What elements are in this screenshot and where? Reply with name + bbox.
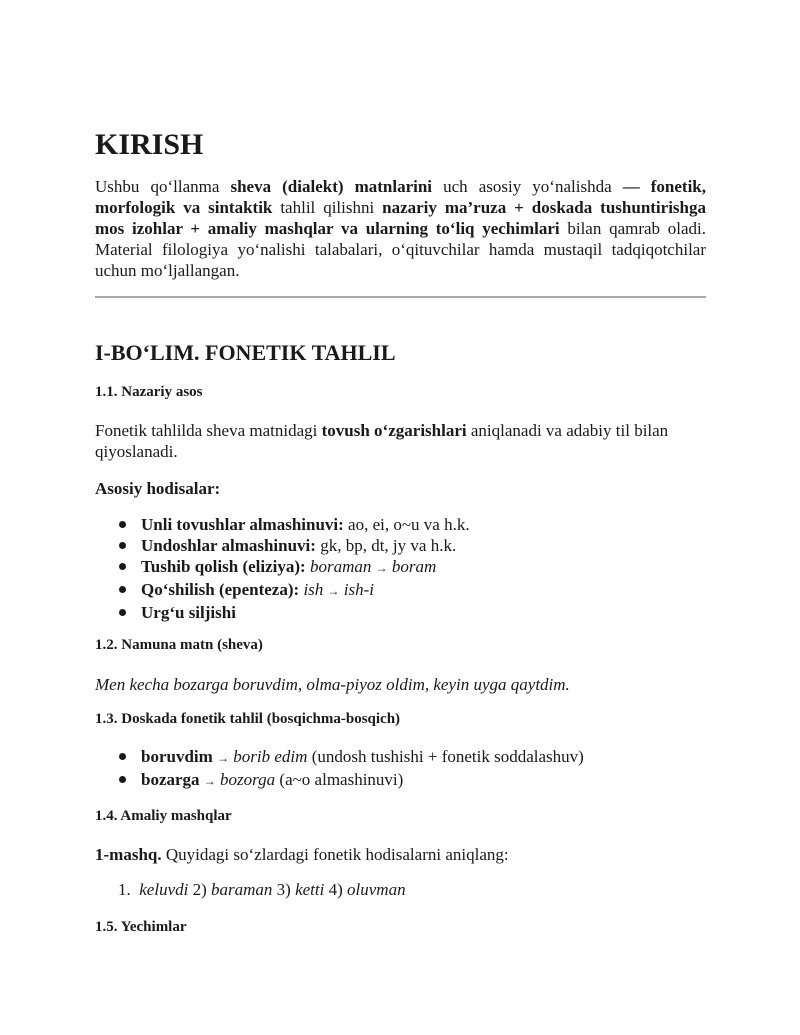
list-item bbox=[118, 769, 584, 792]
page-title: KIRISH bbox=[95, 128, 204, 161]
item-example: boram bbox=[391, 557, 437, 576]
heading-1-1: 1.1. Nazariy asos bbox=[95, 384, 203, 400]
list-item bbox=[118, 602, 470, 623]
item-term: Unli tovushlar almashinuvi: bbox=[141, 515, 344, 534]
theory-bold: tovush o‘zgarishlari bbox=[321, 421, 467, 440]
item-text: gk, bp, dt, jy va h.k. bbox=[315, 536, 457, 555]
phenomena-list bbox=[118, 514, 470, 623]
list-number: 1. bbox=[118, 880, 131, 899]
exercise-task bbox=[95, 844, 509, 865]
item-term: Urg‘u siljishi bbox=[141, 603, 236, 622]
theory-paragraph bbox=[95, 420, 715, 462]
item-example: boraman bbox=[309, 557, 372, 576]
sample-text-content: Men kecha bozarga boruvdim, olma-piyoz oldim, keyin uyga qaytdim. bbox=[95, 675, 570, 694]
intro-bold: nazariy ma’ruza + doskada tushuntirishga mos izohlar + amaliy mashqlar va ularning to‘liq yechimlari bbox=[95, 198, 706, 238]
sample-text bbox=[95, 674, 570, 695]
arrow-icon: → bbox=[217, 751, 230, 765]
analysis-note: (undosh tushishi + fonetik soddalashuv) bbox=[307, 747, 584, 766]
exercise-label: 1-mashq. bbox=[95, 845, 162, 864]
intro-text: Ushbu qo‘llanma bbox=[95, 177, 231, 196]
arrow-icon: → bbox=[327, 584, 340, 598]
dialect-word: boruvdim bbox=[141, 747, 213, 766]
subheading-text: Asosiy hodisalar: bbox=[95, 479, 221, 498]
analysis-list bbox=[118, 746, 584, 792]
exercise-word: ketti bbox=[295, 880, 325, 899]
item-text: ao, ei, o~u va h.k. bbox=[343, 515, 470, 534]
item-term: Tushib qolish (eliziya): bbox=[141, 557, 306, 576]
list-item bbox=[118, 535, 470, 556]
item-example: ish bbox=[303, 580, 324, 599]
exercise-word: oluvman bbox=[347, 880, 406, 899]
intro-text: bilan qamrab oladi. bbox=[559, 219, 706, 238]
analysis-note: (a~o almashinuvi) bbox=[275, 770, 404, 789]
list-number: 2) bbox=[188, 880, 212, 899]
subheading-phenomena bbox=[95, 478, 220, 499]
item-example: ish-i bbox=[343, 580, 375, 599]
list-item bbox=[118, 579, 470, 602]
list-item bbox=[118, 514, 470, 535]
literary-form: bozorga bbox=[220, 770, 276, 789]
section-title: I-BO‘LIM. FONETIK TAHLIL bbox=[95, 340, 396, 365]
arrow-icon: → bbox=[203, 774, 216, 788]
exercise-list bbox=[118, 879, 406, 900]
heading-1-3: 1.3. Doskada fonetik tahlil (bosqichma-bosqich) bbox=[95, 711, 401, 727]
list-number: 3) bbox=[272, 880, 296, 899]
intro-text: Material filologiya yo‘nalishi talabalari, o‘qituvchilar hamda mustaqil tadqiqotchilar uchun mo‘ljallangan. bbox=[95, 240, 706, 280]
intro-text: uch asosiy yo‘nalishda bbox=[432, 177, 623, 196]
heading-1-2: 1.2. Namuna matn (sheva) bbox=[95, 637, 263, 653]
arrow-icon: → bbox=[375, 561, 388, 575]
section-divider bbox=[95, 296, 706, 298]
item-term: Qo‘shilish (epenteza): bbox=[141, 580, 300, 599]
literary-form: borib edim bbox=[233, 747, 308, 766]
intro-paragraph bbox=[95, 176, 706, 281]
item-term: Undoshlar almashinuvi: bbox=[141, 536, 316, 555]
exercise-word: baraman bbox=[211, 880, 273, 899]
dialect-word: bozarga bbox=[141, 770, 200, 789]
exercise-word: keluvdi bbox=[139, 880, 189, 899]
heading-1-5: 1.5. Yechimlar bbox=[95, 919, 187, 935]
list-item bbox=[118, 556, 470, 579]
list-number: 4) bbox=[324, 880, 348, 899]
theory-text: aniqlanadi va adabiy til bilan qiyoslanadi. bbox=[95, 421, 669, 461]
intro-bold: sheva (dialekt) matnlarini bbox=[230, 177, 433, 196]
exercise-text: Quyidagi so‘zlardagi fonetik hodisalarni aniqlang: bbox=[161, 845, 509, 864]
list-item bbox=[118, 746, 584, 769]
intro-bold: — fonetik, morfologik va sintaktik bbox=[95, 177, 707, 217]
heading-1-4: 1.4. Amaliy mashqlar bbox=[95, 808, 232, 824]
theory-text: Fonetik tahlilda sheva matnidagi bbox=[95, 421, 322, 440]
intro-text: tahlil qilishni bbox=[272, 198, 383, 217]
